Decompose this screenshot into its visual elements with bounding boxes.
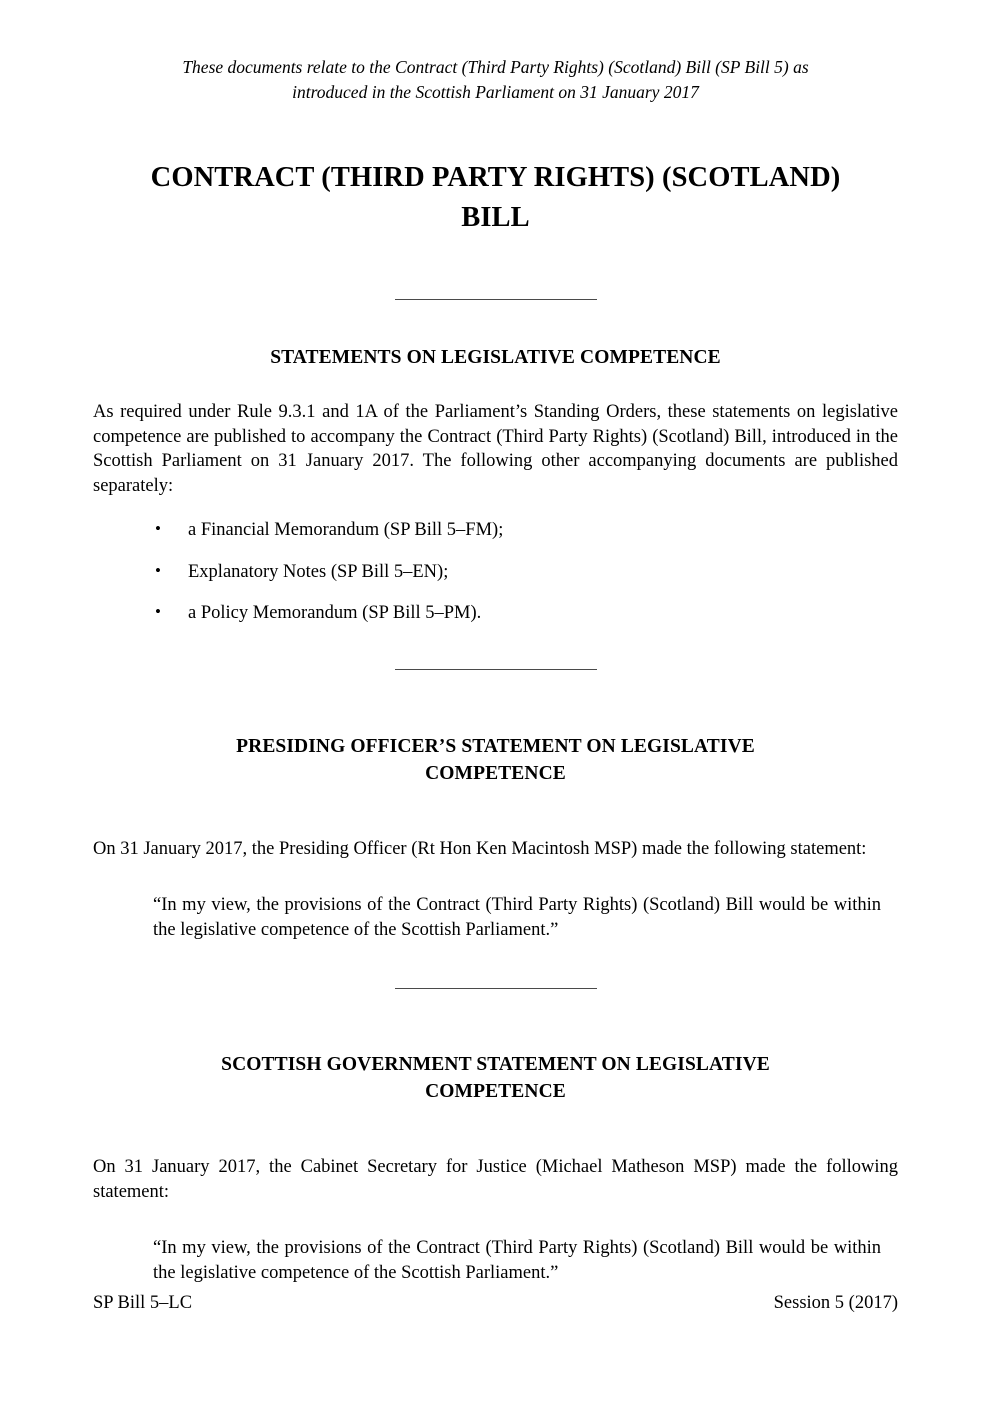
section-heading-presiding-officer-line-2: COMPETENCE — [425, 762, 566, 784]
section-heading-scottish-government-line-1: SCOTTISH GOVERNMENT STATEMENT ON LEGISLATIVE — [221, 1054, 770, 1075]
accompanying-documents-list — [93, 518, 898, 626]
section-heading-statements — [93, 344, 898, 371]
running-header-line-2: introduced in the Scottish Parliament on 31 January 2017 — [292, 82, 699, 102]
presiding-officer-paragraph: On 31 January 2017, the Presiding Officer (Rt Hon Ken Macintosh MSP) made the following statement: — [93, 838, 867, 859]
section-heading-presiding-officer — [93, 733, 898, 787]
divider-rule-2 — [395, 669, 597, 670]
divider-rule-2-wrapper — [93, 661, 898, 679]
presiding-officer-quote: “In my view, the provisions of the Contract (Third Party Rights) (Scotland) Bill would be within the legislative competence of the Scottish Parliament.” — [153, 895, 881, 940]
divider-rule-3 — [395, 988, 597, 989]
scottish-government-quote: “In my view, the provisions of the Contract (Third Party Rights) (Scotland) Bill would be within the legislative competence of the Scottish Parliament.” — [153, 1238, 881, 1283]
section-heading-statements-text: STATEMENTS ON LEGISLATIVE COMPETENCE — [270, 347, 721, 368]
list-item-label: Explanatory Notes (SP Bill 5–EN); — [188, 561, 449, 582]
section-heading-scottish-government — [93, 1051, 898, 1105]
divider-rule-3-wrapper — [93, 979, 898, 997]
section-heading-presiding-officer-line-1: PRESIDING OFFICER’S STATEMENT ON LEGISLATIVE — [236, 735, 755, 757]
running-header-line-1: These documents relate to the Contract (Third Party Rights) (Scotland) Bill (SP Bill 5) as — [182, 57, 809, 77]
bullet-icon: • — [155, 602, 161, 621]
divider-rule-1-wrapper — [93, 290, 898, 308]
running-header — [93, 55, 898, 105]
bill-title-line-2: BILL — [461, 202, 530, 233]
bullet-icon: • — [155, 560, 161, 580]
divider-rule-1 — [395, 299, 597, 300]
scottish-government-paragraph: On 31 January 2017, the Cabinet Secretary for Justice (Michael Matheson MSP) made the following statement: — [93, 1157, 898, 1202]
section-heading-scottish-government-line-2: COMPETENCE — [425, 1081, 566, 1102]
bill-title-line-1: CONTRACT (THIRD PARTY RIGHTS) (SCOTLAND) — [150, 162, 841, 193]
page-footer — [93, 1291, 898, 1315]
page-content — [93, 0, 898, 1305]
list-item-label: a Financial Memorandum (SP Bill 5–FM); — [188, 520, 504, 540]
list-item-label: a Policy Memorandum (SP Bill 5–PM). — [188, 603, 482, 623]
list-item — [93, 601, 898, 626]
list-item — [93, 518, 898, 543]
footer-session-reference: Session 5 (2017) — [773, 1293, 898, 1313]
footer-bill-reference: SP Bill 5–LC — [93, 1293, 193, 1313]
bill-title — [93, 158, 898, 238]
list-item — [93, 560, 898, 585]
bullet-icon: • — [155, 519, 161, 538]
intro-paragraph: As required under Rule 9.3.1 and 1A of the Parliament’s Standing Orders, these statements on legislative competence are published to accompany the Contract (Third Party Rights) (Scotland) Bill, introduced in the Scottish Parliament on 31 January 2017. The following other accompanying documents are published separately: — [93, 402, 898, 496]
